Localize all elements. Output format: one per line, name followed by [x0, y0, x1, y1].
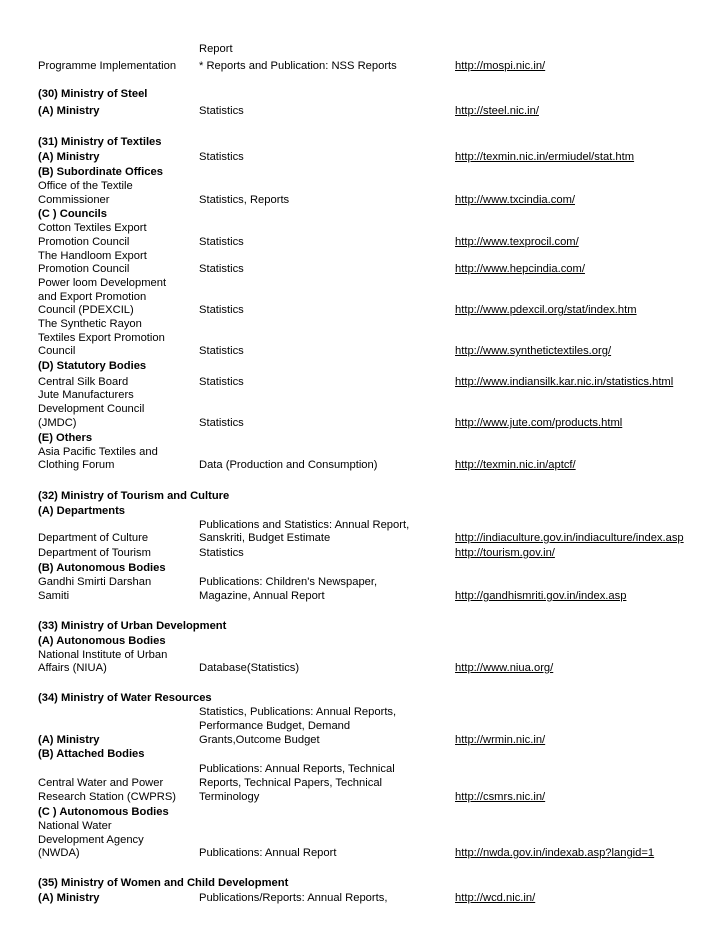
- website-link[interactable]: http://nwda.gov.in/indexab.asp?langid=1: [455, 847, 655, 859]
- organization-name: Development Agency: [38, 834, 144, 846]
- data-description: Reports, Technical Papers, Technical: [199, 777, 383, 789]
- data-description: Performance Budget, Demand: [199, 720, 351, 732]
- data-description: Publications: Annual Report: [199, 847, 337, 859]
- organization-name: (NWDA): [38, 847, 80, 859]
- organization-name: Samiti: [38, 590, 70, 602]
- section-heading: (33) Ministry of Urban Development: [38, 620, 227, 632]
- organization-name: Promotion Council: [38, 263, 130, 275]
- organization-name: Department of Tourism: [38, 547, 151, 559]
- organization-name: (A) Ministry: [38, 892, 100, 904]
- website-link[interactable]: http://tourism.gov.in/: [455, 547, 555, 559]
- organization-name: Commissioner: [38, 194, 110, 206]
- organization-name: Department of Culture: [38, 532, 149, 544]
- organization-name: Power loom Development: [38, 277, 167, 289]
- data-description: Statistics: [199, 236, 244, 248]
- data-description: Statistics: [199, 547, 244, 559]
- organization-name: Asia Pacific Textiles and: [38, 446, 158, 458]
- organization-name: Affairs (NIUA): [38, 662, 107, 674]
- section-heading: (A) Departments: [38, 505, 126, 517]
- data-description: Terminology: [199, 791, 260, 803]
- organization-name: (JMDC): [38, 417, 77, 429]
- organization-name: Cotton Textiles Export: [38, 222, 147, 234]
- organization-name: (A) Ministry: [38, 105, 100, 117]
- organization-name: National Water: [38, 820, 112, 832]
- section-heading: (35) Ministry of Women and Child Development: [38, 877, 289, 889]
- website-link[interactable]: http://wrmin.nic.in/: [455, 734, 546, 746]
- organization-name: and Export Promotion: [38, 291, 147, 303]
- organization-name: National Institute of Urban: [38, 649, 168, 661]
- data-description: Publications and Statistics: Annual Report,: [199, 519, 410, 531]
- organization-name: (A) Ministry: [38, 734, 100, 746]
- section-heading: (A) Autonomous Bodies: [38, 635, 166, 647]
- website-link[interactable]: http://mospi.nic.in/: [455, 60, 546, 72]
- section-heading: (B) Attached Bodies: [38, 748, 145, 760]
- data-description: Database(Statistics): [199, 662, 300, 674]
- organization-name: The Handloom Export: [38, 250, 147, 262]
- organization-name: Development Council: [38, 403, 145, 415]
- organization-name: Council (PDEXCIL): [38, 304, 134, 316]
- organization-name: Office of the Textile: [38, 180, 133, 192]
- website-link[interactable]: http://www.indiansilk.kar.nic.in/statistics.html: [455, 376, 674, 388]
- website-link[interactable]: http://texmin.nic.in/ermiudel/stat.htm: [455, 151, 635, 163]
- data-description: Statistics, Reports: [199, 194, 290, 206]
- data-description: Statistics: [199, 105, 244, 117]
- organization-name: Clothing Forum: [38, 459, 115, 471]
- data-description: Publications: Annual Reports, Technical: [199, 763, 395, 775]
- organization-name: (A) Ministry: [38, 151, 100, 163]
- data-description: Statistics: [199, 345, 244, 357]
- organization-name: The Synthetic Rayon: [38, 318, 142, 330]
- data-description: * Reports and Publication: NSS Reports: [199, 60, 397, 72]
- data-description: Magazine, Annual Report: [199, 590, 325, 602]
- section-heading: (32) Ministry of Tourism and Culture: [38, 490, 230, 502]
- website-link[interactable]: http://www.pdexcil.org/stat/index.htm: [455, 304, 637, 316]
- section-heading: (B) Subordinate Offices: [38, 166, 163, 178]
- organization-name: Gandhi Smirti Darshan: [38, 576, 152, 588]
- website-link[interactable]: http://www.hepcindia.com/: [455, 263, 585, 275]
- website-link[interactable]: http://wcd.nic.in/: [455, 892, 536, 904]
- organization-name: Council: [38, 345, 76, 357]
- organization-name: Textiles Export Promotion: [38, 332, 165, 344]
- data-description: Statistics: [199, 417, 244, 429]
- data-description: Statistics: [199, 263, 244, 275]
- website-link[interactable]: http://steel.nic.in/: [455, 105, 539, 117]
- data-description: Statistics: [199, 304, 244, 316]
- data-description: Publications: Children's Newspaper,: [199, 576, 378, 588]
- website-link[interactable]: http://www.txcindia.com/: [455, 194, 575, 206]
- data-description: Statistics: [199, 151, 244, 163]
- website-link[interactable]: http://www.texprocil.com/: [455, 236, 579, 248]
- section-heading: (B) Autonomous Bodies: [38, 562, 166, 574]
- website-link[interactable]: http://indiaculture.gov.in/indiaculture/index.asp: [455, 532, 684, 544]
- organization-name: Research Station (CWPRS): [38, 791, 177, 803]
- organization-name: Central Silk Board: [38, 376, 129, 388]
- data-description: Statistics: [199, 376, 244, 388]
- data-description: Grants,Outcome Budget: [199, 734, 320, 746]
- section-heading: (D) Statutory Bodies: [38, 360, 147, 372]
- organization-name: Programme Implementation: [38, 60, 177, 72]
- website-link[interactable]: http://texmin.nic.in/aptcf/: [455, 459, 576, 471]
- website-link[interactable]: http://www.synthetictextiles.org/: [455, 345, 612, 357]
- organization-name: Jute Manufacturers: [38, 389, 134, 401]
- section-heading: (30) Ministry of Steel: [38, 88, 148, 100]
- section-heading: (C ) Autonomous Bodies: [38, 806, 169, 818]
- data-description: Report: [199, 43, 233, 55]
- data-description: Data (Production and Consumption): [199, 459, 378, 471]
- section-heading: (34) Ministry of Water Resources: [38, 692, 212, 704]
- section-heading: (E) Others: [38, 432, 93, 444]
- website-link[interactable]: http://www.jute.com/products.html: [455, 417, 623, 429]
- data-description: Sanskriti, Budget Estimate: [199, 532, 331, 544]
- organization-name: Promotion Council: [38, 236, 130, 248]
- section-heading: (C ) Councils: [38, 208, 107, 220]
- section-heading: (31) Ministry of Textiles: [38, 136, 162, 148]
- data-description: Statistics, Publications: Annual Reports,: [199, 706, 397, 718]
- website-link[interactable]: http://gandhismriti.gov.in/index.asp: [455, 590, 627, 602]
- website-link[interactable]: http://www.niua.org/: [455, 662, 554, 674]
- organization-name: Central Water and Power: [38, 777, 164, 789]
- data-description: Publications/Reports: Annual Reports,: [199, 892, 388, 904]
- website-link[interactable]: http://csmrs.nic.in/: [455, 791, 546, 803]
